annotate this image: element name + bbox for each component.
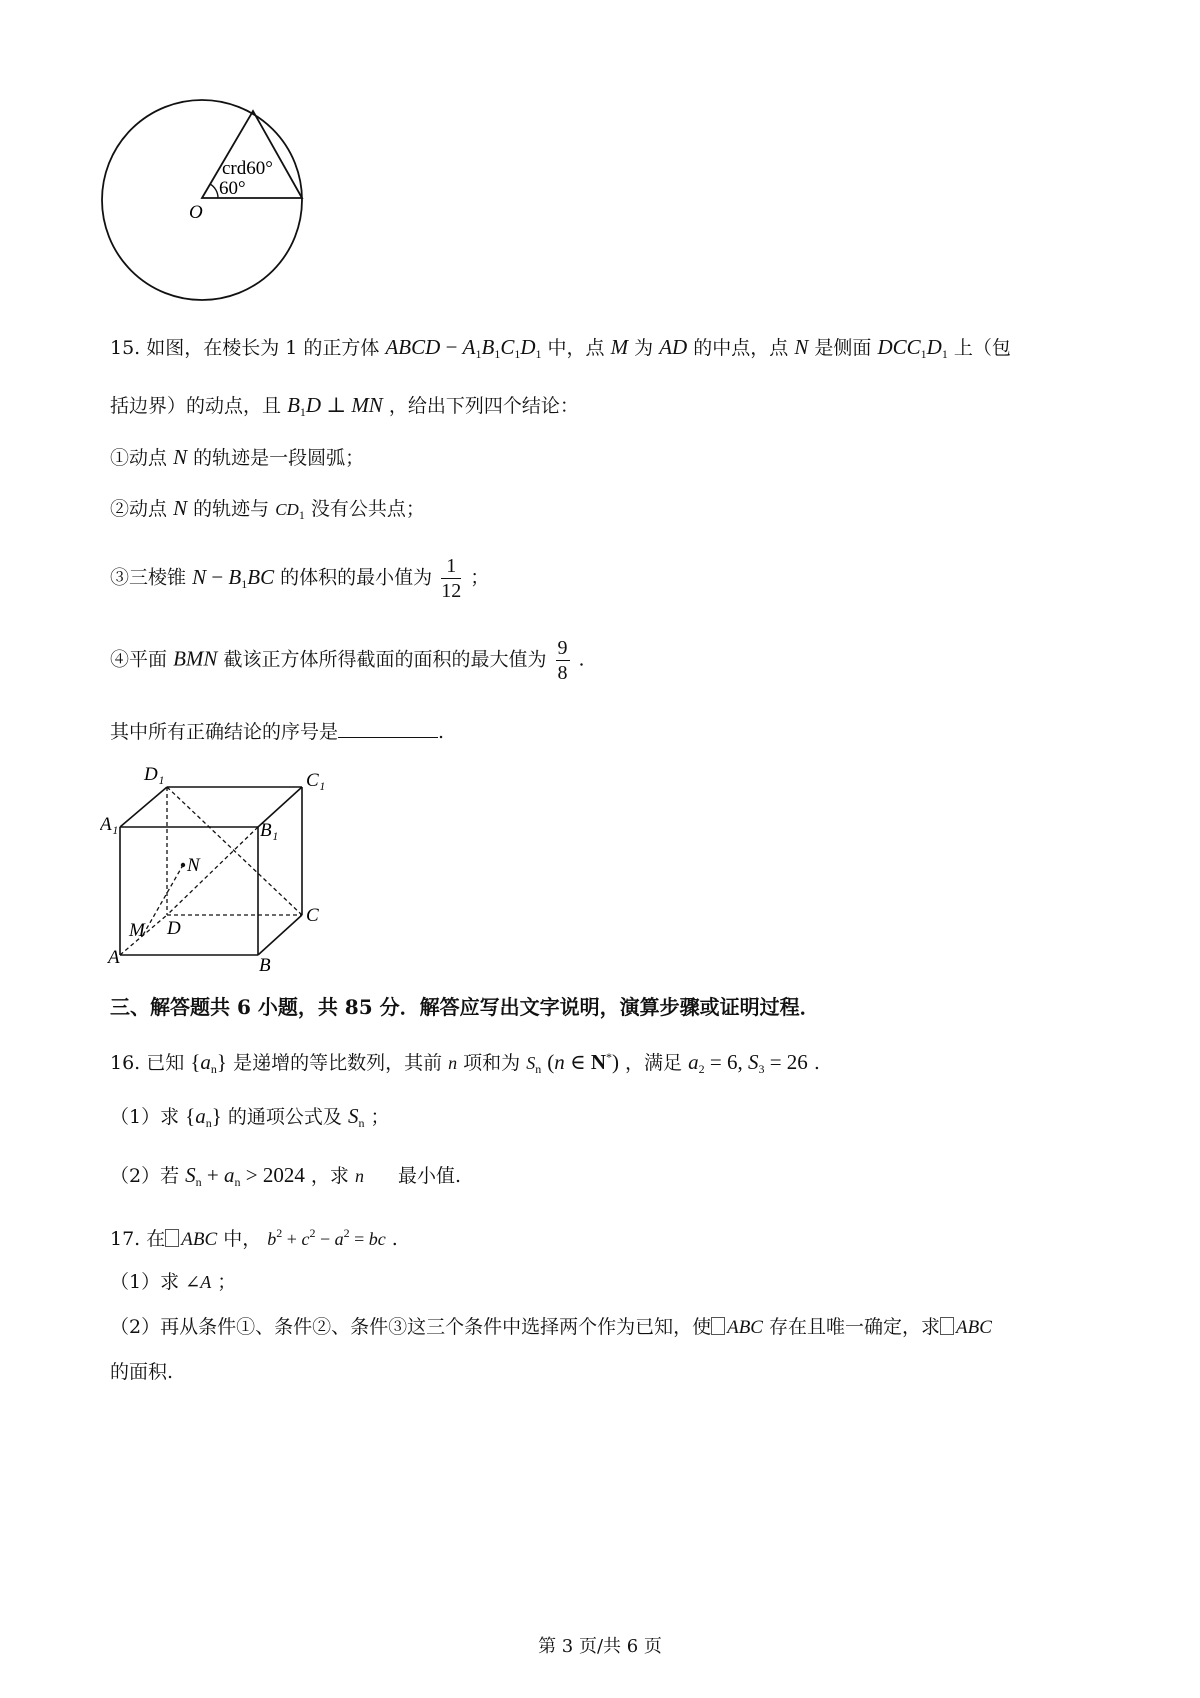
q15-line1: 15. 如图，在棱长为 1 的正方体 ABCD − $A_1B_1C_1D_1$ 中，点 M 为 AD 的中点，点 N 是侧面 $DCC_1D_1$ 上（包	[110, 335, 1011, 361]
q15-conclusion-1: ①动点 N 的轨迹是一段圆弧；	[110, 445, 365, 469]
label-n: N	[187, 855, 200, 876]
n-in-nstar: (n ∈ N*)	[547, 1050, 619, 1074]
triangle-symbol-box-2	[711, 1317, 725, 1335]
angle-label: 60°	[219, 178, 246, 199]
q15-conclusion-2: ②动点 N 的轨迹与 $CD_1$ 没有公共点；	[110, 496, 425, 522]
fraction-9-8: $\frac{9}{8}$	[557, 637, 568, 684]
q16-part2: （2）若 $S_n + a_n > 2024$ ，求 n 最小值.	[110, 1163, 462, 1189]
circle-figure	[100, 98, 320, 303]
q16-part1: （1）求 $\{a_n\}$ 的通项公式及 $S_n$ ；	[110, 1104, 390, 1130]
label-a1: A₁	[100, 814, 119, 835]
perp-condition: $B_1D$ ⊥ MN	[287, 393, 383, 419]
label-b1: B₁	[260, 820, 279, 841]
inequality: $S_n + a_n > 2024$	[185, 1163, 305, 1189]
cube-name: ABCD − $A_1B_1C_1D_1$	[385, 335, 542, 361]
sum-sn: $S_n$	[526, 1053, 542, 1076]
triangle-symbol-box	[165, 1229, 179, 1247]
label-c: C	[306, 905, 319, 926]
angle-arc	[210, 184, 218, 198]
label-a: A	[108, 947, 120, 968]
seq-an-2: $\{a_n\}$	[185, 1104, 222, 1130]
page-footer: 第 3 页/共 6 页	[538, 1636, 662, 1657]
q16-stem: 16. 已知 $\{a_n\}$ 是递增的等比数列，其前 n 项和为 $S_n$ (n ∈ N*) ，满足 $a_2 = 6$, $S_3 = 26$ .	[110, 1050, 820, 1076]
q17-part2: （2）再从条件①、条件②、条件③这三个条件中选择两个作为已知，使 ABC 存在且唯一确定，求 ABC	[110, 1316, 992, 1338]
section-3-heading: 三、解答题共 6 小题，共 85 分．解答应写出文字说明，演算步骤或证明过程．	[110, 995, 820, 1019]
label-b: B	[259, 955, 271, 976]
q17-part1: （1）求 ∠A ；	[110, 1271, 237, 1293]
answer-blank[interactable]	[338, 719, 438, 738]
face-name: $DCC_1D_1$	[877, 335, 948, 361]
q17-part2-cont: 的面积.	[110, 1361, 174, 1383]
seq-an: $\{a_n\}$	[190, 1050, 228, 1076]
given-values: $a_2 = 6$, $S_3 = 26$	[688, 1050, 808, 1076]
segment-cd1: $CD_1$	[275, 500, 305, 522]
circle	[102, 100, 302, 300]
label-d1: D₁	[144, 764, 165, 785]
triangle-symbol-box-3	[940, 1317, 954, 1335]
point-n-dot	[181, 863, 185, 867]
label-c1: C₁	[306, 770, 326, 791]
label-m: M	[129, 920, 145, 941]
pyramid-name: $N - B_1BC$	[192, 564, 275, 591]
equilateral-triangle	[202, 111, 302, 198]
cosine-equation: $b^2 + c^2 - a^2$ = bc	[267, 1226, 386, 1249]
chord-label: crd60°	[222, 158, 273, 179]
cube-figure	[100, 758, 340, 980]
q15-ask: 其中所有正确结论的序号是 .	[110, 721, 445, 743]
q15-line2: 括边界）的动点，且 $B_1D$ ⊥ MN ，给出下列四个结论：	[110, 393, 579, 419]
center-label: O	[189, 202, 203, 223]
sum-sn-2: $S_n$	[347, 1104, 365, 1130]
label-d: D	[167, 918, 181, 939]
q15-conclusion-3: ③三棱锥 $N - B_1BC$ 的体积的最小值为 $\frac{1}{12}$ ；	[110, 555, 490, 602]
fraction-1-12: $\frac{1}{12}$	[441, 555, 462, 602]
q17-stem: 17. 在 ABC 中， $b^2 + c^2 - a^2$ = bc .	[110, 1226, 398, 1250]
q15-conclusion-4: ④平面 BMN 截该正方体所得截面的面积的最大值为 $\frac{9}{8}$ .	[110, 637, 585, 684]
